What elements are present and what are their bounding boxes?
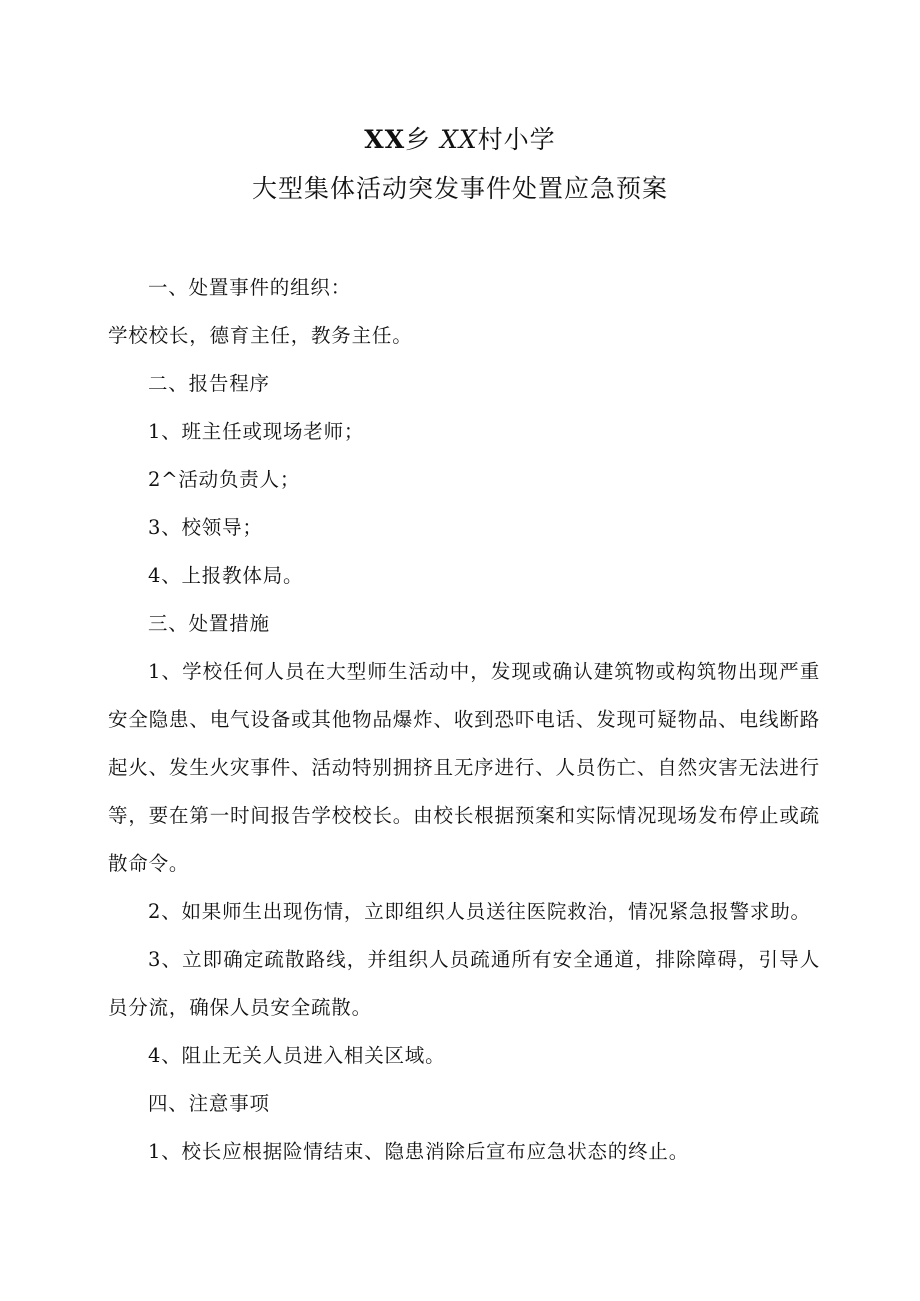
list-item-report-1: 1、班主任或现场老师；	[148, 420, 365, 443]
title-school-suffix: 村小学	[477, 125, 556, 154]
paragraph-measure-3: 3、立即确定疏散路线，并组织人员疏通所有安全通道，排除障碍，引导人员分流，确保人员安全疏散。	[108, 948, 820, 1019]
paragraph-organization-members: 学校校长，德育主任，教务主任。	[108, 324, 413, 347]
list-item-report-2: 2^活动负责人；	[148, 468, 301, 491]
title-plan-name: 大型集体活动突发事件处置应急预案	[251, 174, 668, 203]
list-item-report-4: 4、上报教体局。	[148, 564, 304, 587]
paragraph-note-1: 1、校长应根据险情结束、隐患消除后宣布应急状态的终止。	[148, 1140, 690, 1163]
document-title	[0, 118, 920, 211]
section-heading-report-procedure: 二、报告程序	[148, 372, 270, 395]
section-heading-notes: 四、注意事项	[148, 1092, 270, 1115]
section-heading-organization: 一、处置事件的组织：	[148, 276, 352, 299]
title-xx-township: XX	[364, 125, 406, 154]
list-item-report-3: 3、校领导；	[148, 516, 263, 539]
paragraph-measure-2: 2、如果师生出现伤情，立即组织人员送往医院救治，情况紧急报警求助。	[148, 900, 811, 923]
title-xx-village: XX	[440, 125, 478, 154]
title-school-name	[0, 118, 920, 162]
title-township-char: 乡	[405, 125, 432, 154]
paragraph-measure-4: 4、阻止无关人员进入相关区域。	[148, 1044, 446, 1067]
document-body	[108, 264, 820, 1176]
section-heading-measures: 三、处置措施	[148, 612, 270, 635]
paragraph-measure-1: 1、学校任何人员在大型师生活动中，发现或确认建筑物或构筑物出现严重安全隐患、电气设备或其他物品爆炸、收到恐吓电话、发现可疑物品、电线断路起火、发生火灾事件、活动特别拥挤且无序进行、人员伤亡、自然灾害无法进行等，要在第一时间报告学校校长。由校长根据预案和实际情况现场发布停止或疏散命令。	[108, 660, 820, 875]
